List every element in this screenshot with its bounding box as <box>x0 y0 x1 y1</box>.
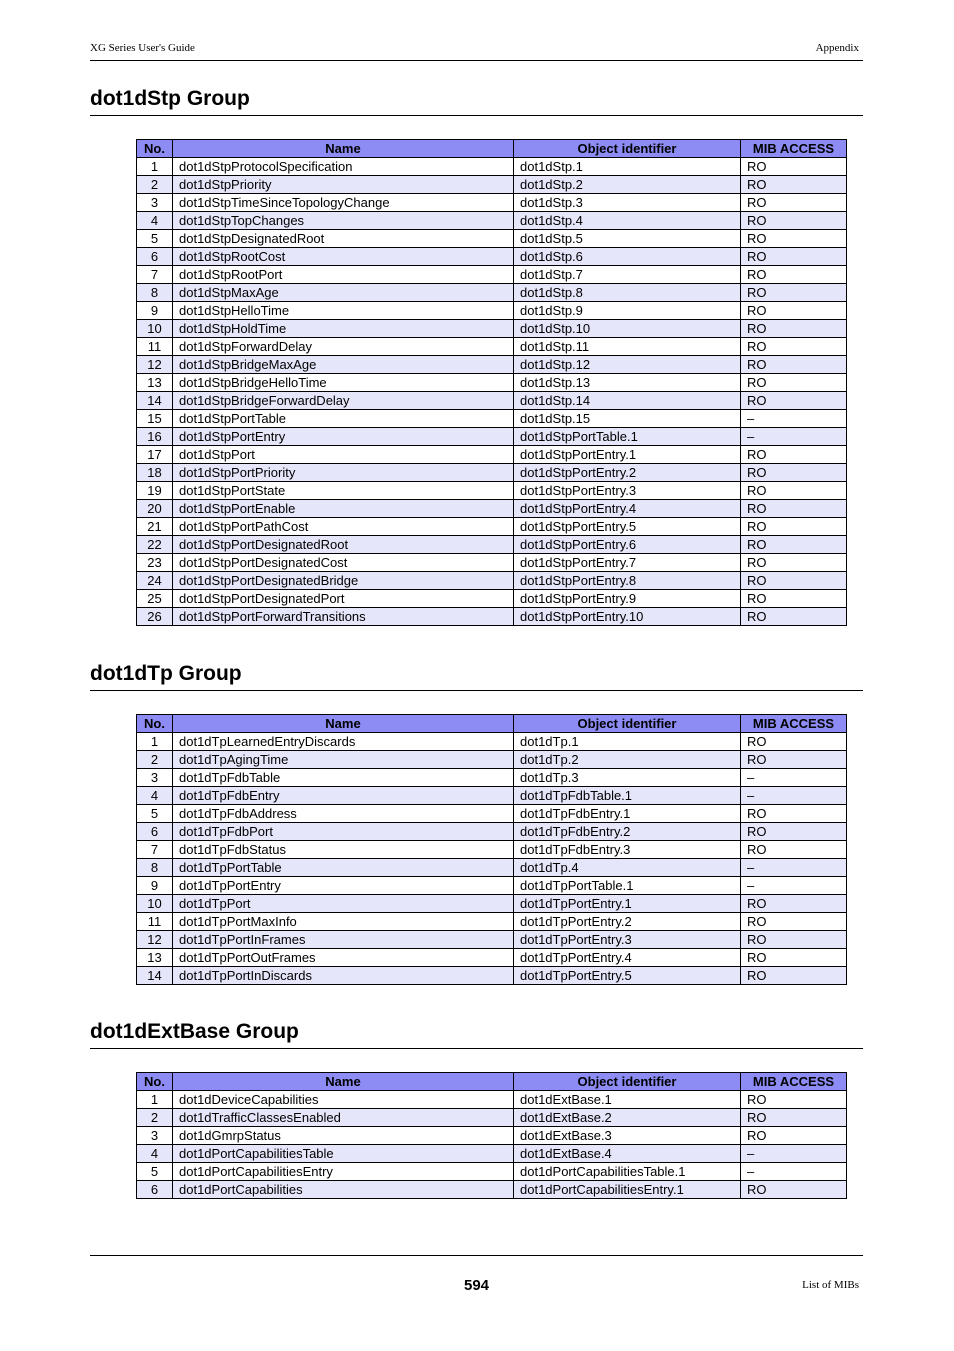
cell-no: 2 <box>137 751 173 769</box>
cell-access: RO <box>741 356 847 374</box>
cell-name: dot1dStpPortPathCost <box>173 518 514 536</box>
table-row <box>137 194 847 212</box>
table-row <box>137 805 847 823</box>
table-row <box>137 284 847 302</box>
cell-name: dot1dTpPortOutFrames <box>173 949 514 967</box>
table-row <box>137 554 847 572</box>
cell-name: dot1dStpPortTable <box>173 410 514 428</box>
cell-name: dot1dStpPortDesignatedPort <box>173 590 514 608</box>
cell-oid: dot1dStp.12 <box>514 356 741 374</box>
cell-access: RO <box>741 212 847 230</box>
cell-access: RO <box>741 284 847 302</box>
cell-access: RO <box>741 338 847 356</box>
cell-no: 5 <box>137 230 173 248</box>
table-row <box>137 608 847 626</box>
section-dot1dextbase <box>90 1019 863 1197</box>
section-heading: dot1dExtBase Group <box>90 1019 863 1049</box>
table-row <box>137 967 847 985</box>
cell-no: 20 <box>137 500 173 518</box>
cell-oid: dot1dStpPortEntry.5 <box>514 518 741 536</box>
table-row <box>137 841 847 859</box>
cell-no: 10 <box>137 895 173 913</box>
cell-no: 11 <box>137 913 173 931</box>
cell-name: dot1dStpMaxAge <box>173 284 514 302</box>
cell-name: dot1dPortCapabilitiesTable <box>173 1145 514 1163</box>
cell-no: 12 <box>137 931 173 949</box>
cell-oid: dot1dTpPortEntry.2 <box>514 913 741 931</box>
cell-name: dot1dTpPortTable <box>173 859 514 877</box>
cell-name: dot1dPortCapabilitiesEntry <box>173 1163 514 1181</box>
cell-access: RO <box>741 266 847 284</box>
table-header-row <box>137 1073 847 1091</box>
cell-no: 15 <box>137 410 173 428</box>
cell-no: 12 <box>137 356 173 374</box>
cell-no: 5 <box>137 805 173 823</box>
cell-oid: dot1dStp.15 <box>514 410 741 428</box>
cell-name: dot1dPortCapabilities <box>173 1181 514 1199</box>
column-header-oid: Object identifier <box>514 1073 741 1091</box>
table-row <box>137 392 847 410</box>
cell-name: dot1dGmrpStatus <box>173 1127 514 1145</box>
cell-name: dot1dTpLearnedEntryDiscards <box>173 733 514 751</box>
cell-no: 22 <box>137 536 173 554</box>
cell-oid: dot1dExtBase.1 <box>514 1091 741 1109</box>
cell-oid: dot1dTpFdbEntry.2 <box>514 823 741 841</box>
cell-oid: dot1dStpPortEntry.2 <box>514 464 741 482</box>
cell-oid: dot1dTpPortEntry.1 <box>514 895 741 913</box>
cell-name: dot1dStpRootPort <box>173 266 514 284</box>
table-row <box>137 733 847 751</box>
table-row <box>137 913 847 931</box>
cell-oid: dot1dStpPortEntry.3 <box>514 482 741 500</box>
cell-no: 1 <box>137 158 173 176</box>
cell-oid: dot1dStp.3 <box>514 194 741 212</box>
cell-name: dot1dStpPriority <box>173 176 514 194</box>
table-row <box>137 446 847 464</box>
column-header-oid: Object identifier <box>514 140 741 158</box>
table-header-row <box>137 715 847 733</box>
table-row <box>137 1109 847 1127</box>
cell-oid: dot1dTp.2 <box>514 751 741 769</box>
cell-no: 5 <box>137 1163 173 1181</box>
cell-no: 7 <box>137 266 173 284</box>
cell-name: dot1dTpPortInDiscards <box>173 967 514 985</box>
cell-name: dot1dTpPortEntry <box>173 877 514 895</box>
column-header-name: Name <box>173 715 514 733</box>
cell-oid: dot1dStp.1 <box>514 158 741 176</box>
table-header-row <box>137 140 847 158</box>
cell-no: 24 <box>137 572 173 590</box>
cell-name: dot1dStpBridgeForwardDelay <box>173 392 514 410</box>
cell-name: dot1dStpHoldTime <box>173 320 514 338</box>
cell-no: 13 <box>137 374 173 392</box>
mib-table <box>136 139 847 626</box>
section-heading: dot1dTp Group <box>90 661 863 691</box>
cell-oid: dot1dStp.11 <box>514 338 741 356</box>
table-row <box>137 895 847 913</box>
column-header-name: Name <box>173 140 514 158</box>
footer-section-title: List of MIBs <box>802 1279 859 1291</box>
cell-name: dot1dTpFdbPort <box>173 823 514 841</box>
table-row <box>137 518 847 536</box>
table-row <box>137 949 847 967</box>
cell-no: 2 <box>137 1109 173 1127</box>
cell-access: RO <box>741 248 847 266</box>
cell-access: RO <box>741 302 847 320</box>
cell-access: RO <box>741 1181 847 1199</box>
cell-no: 3 <box>137 194 173 212</box>
cell-name: dot1dTpFdbStatus <box>173 841 514 859</box>
mib-table <box>136 1072 847 1199</box>
cell-oid: dot1dStp.6 <box>514 248 741 266</box>
cell-access: RO <box>741 500 847 518</box>
cell-oid: dot1dStp.4 <box>514 212 741 230</box>
cell-name: dot1dStpPortEnable <box>173 500 514 518</box>
table-row <box>137 482 847 500</box>
column-header-no: No. <box>137 1073 173 1091</box>
cell-no: 3 <box>137 769 173 787</box>
table-row <box>137 158 847 176</box>
column-header-oid: Object identifier <box>514 715 741 733</box>
cell-access: RO <box>741 572 847 590</box>
cell-oid: dot1dTp.1 <box>514 733 741 751</box>
cell-access: RO <box>741 374 847 392</box>
cell-access: – <box>741 769 847 787</box>
cell-access: RO <box>741 554 847 572</box>
cell-oid: dot1dStp.10 <box>514 320 741 338</box>
cell-access: RO <box>741 158 847 176</box>
cell-no: 21 <box>137 518 173 536</box>
cell-access: RO <box>741 805 847 823</box>
cell-oid: dot1dTpPortEntry.3 <box>514 931 741 949</box>
running-header <box>90 42 863 61</box>
column-header-access: MIB ACCESS <box>741 140 847 158</box>
cell-no: 9 <box>137 877 173 895</box>
cell-name: dot1dStpTimeSinceTopologyChange <box>173 194 514 212</box>
cell-no: 6 <box>137 248 173 266</box>
mib-table <box>136 714 847 985</box>
table-row <box>137 374 847 392</box>
cell-access: – <box>741 1145 847 1163</box>
table-row <box>137 1127 847 1145</box>
cell-name: dot1dTpPort <box>173 895 514 913</box>
cell-no: 10 <box>137 320 173 338</box>
table-row <box>137 410 847 428</box>
cell-access: – <box>741 428 847 446</box>
cell-no: 14 <box>137 967 173 985</box>
cell-name: dot1dStpHelloTime <box>173 302 514 320</box>
cell-access: RO <box>741 320 847 338</box>
cell-name: dot1dTpAgingTime <box>173 751 514 769</box>
cell-name: dot1dStpBridgeHelloTime <box>173 374 514 392</box>
cell-name: dot1dStpPort <box>173 446 514 464</box>
cell-name: dot1dTpFdbTable <box>173 769 514 787</box>
column-header-no: No. <box>137 715 173 733</box>
cell-oid: dot1dStp.8 <box>514 284 741 302</box>
table-row <box>137 877 847 895</box>
cell-access: RO <box>741 590 847 608</box>
cell-name: dot1dStpPortState <box>173 482 514 500</box>
table-row <box>137 176 847 194</box>
cell-oid: dot1dStpPortEntry.9 <box>514 590 741 608</box>
cell-no: 19 <box>137 482 173 500</box>
cell-access: RO <box>741 230 847 248</box>
cell-name: dot1dStpPortForwardTransitions <box>173 608 514 626</box>
cell-oid: dot1dStpPortEntry.7 <box>514 554 741 572</box>
column-header-access: MIB ACCESS <box>741 1073 847 1091</box>
cell-no: 4 <box>137 787 173 805</box>
cell-oid: dot1dStp.9 <box>514 302 741 320</box>
cell-access: RO <box>741 751 847 769</box>
cell-access: – <box>741 877 847 895</box>
cell-access: RO <box>741 949 847 967</box>
cell-oid: dot1dStpPortEntry.6 <box>514 536 741 554</box>
cell-name: dot1dStpPortEntry <box>173 428 514 446</box>
cell-access: RO <box>741 823 847 841</box>
cell-access: RO <box>741 1109 847 1127</box>
cell-no: 3 <box>137 1127 173 1145</box>
cell-no: 2 <box>137 176 173 194</box>
column-header-name: Name <box>173 1073 514 1091</box>
cell-name: dot1dStpBridgeMaxAge <box>173 356 514 374</box>
table-row <box>137 536 847 554</box>
cell-name: dot1dStpProtocolSpecification <box>173 158 514 176</box>
cell-oid: dot1dStpPortEntry.8 <box>514 572 741 590</box>
table-row <box>137 859 847 877</box>
table-row <box>137 931 847 949</box>
cell-name: dot1dStpPortPriority <box>173 464 514 482</box>
cell-oid: dot1dTpFdbEntry.3 <box>514 841 741 859</box>
cell-oid: dot1dPortCapabilitiesEntry.1 <box>514 1181 741 1199</box>
cell-oid: dot1dTpPortEntry.5 <box>514 967 741 985</box>
cell-no: 13 <box>137 949 173 967</box>
table-row <box>137 1181 847 1199</box>
cell-no: 26 <box>137 608 173 626</box>
cell-oid: dot1dTpFdbTable.1 <box>514 787 741 805</box>
table-row <box>137 266 847 284</box>
cell-name: dot1dTrafficClassesEnabled <box>173 1109 514 1127</box>
cell-oid: dot1dStpPortEntry.4 <box>514 500 741 518</box>
cell-no: 4 <box>137 212 173 230</box>
cell-access: RO <box>741 446 847 464</box>
cell-oid: dot1dStpPortTable.1 <box>514 428 741 446</box>
table-row <box>137 248 847 266</box>
cell-access: RO <box>741 464 847 482</box>
cell-name: dot1dStpRootCost <box>173 248 514 266</box>
table-row <box>137 302 847 320</box>
cell-access: RO <box>741 895 847 913</box>
cell-oid: dot1dTpFdbEntry.1 <box>514 805 741 823</box>
cell-name: dot1dTpFdbAddress <box>173 805 514 823</box>
page-number: 594 <box>463 1277 490 1294</box>
cell-access: RO <box>741 176 847 194</box>
cell-no: 8 <box>137 859 173 877</box>
cell-access: RO <box>741 841 847 859</box>
section-dot1dstp <box>90 86 863 624</box>
cell-access: RO <box>741 482 847 500</box>
cell-access: RO <box>741 931 847 949</box>
section-heading: dot1dStp Group <box>90 86 863 116</box>
cell-no: 16 <box>137 428 173 446</box>
cell-oid: dot1dExtBase.4 <box>514 1145 741 1163</box>
cell-no: 25 <box>137 590 173 608</box>
table-row <box>137 428 847 446</box>
table-row <box>137 338 847 356</box>
cell-oid: dot1dPortCapabilitiesTable.1 <box>514 1163 741 1181</box>
cell-no: 18 <box>137 464 173 482</box>
cell-access: RO <box>741 913 847 931</box>
cell-no: 11 <box>137 338 173 356</box>
cell-name: dot1dTpPortInFrames <box>173 931 514 949</box>
table-row <box>137 590 847 608</box>
section-dot1dtp <box>90 661 863 983</box>
cell-access: – <box>741 787 847 805</box>
cell-no: 9 <box>137 302 173 320</box>
table-row <box>137 212 847 230</box>
cell-oid: dot1dTpPortEntry.4 <box>514 949 741 967</box>
cell-access: RO <box>741 536 847 554</box>
table-row <box>137 1163 847 1181</box>
cell-oid: dot1dStpPortEntry.10 <box>514 608 741 626</box>
cell-no: 6 <box>137 1181 173 1199</box>
table-row <box>137 320 847 338</box>
table-row <box>137 823 847 841</box>
cell-oid: dot1dExtBase.3 <box>514 1127 741 1145</box>
column-header-no: No. <box>137 140 173 158</box>
cell-access: RO <box>741 392 847 410</box>
cell-no: 23 <box>137 554 173 572</box>
cell-access: – <box>741 1163 847 1181</box>
cell-name: dot1dDeviceCapabilities <box>173 1091 514 1109</box>
cell-name: dot1dStpPortDesignatedRoot <box>173 536 514 554</box>
cell-name: dot1dStpPortDesignatedBridge <box>173 572 514 590</box>
table-row <box>137 1091 847 1109</box>
cell-name: dot1dTpFdbEntry <box>173 787 514 805</box>
cell-oid: dot1dStp.5 <box>514 230 741 248</box>
cell-access: – <box>741 410 847 428</box>
page-footer <box>90 1255 863 1294</box>
cell-access: RO <box>741 967 847 985</box>
table-row <box>137 1145 847 1163</box>
cell-no: 1 <box>137 1091 173 1109</box>
chapter-title: Appendix <box>815 42 859 54</box>
cell-oid: dot1dStp.14 <box>514 392 741 410</box>
table-row <box>137 356 847 374</box>
cell-oid: dot1dStp.7 <box>514 266 741 284</box>
cell-oid: dot1dStpPortEntry.1 <box>514 446 741 464</box>
cell-no: 1 <box>137 733 173 751</box>
cell-oid: dot1dStp.2 <box>514 176 741 194</box>
cell-oid: dot1dStp.13 <box>514 374 741 392</box>
cell-oid: dot1dTp.4 <box>514 859 741 877</box>
cell-name: dot1dTpPortMaxInfo <box>173 913 514 931</box>
table-row <box>137 572 847 590</box>
cell-oid: dot1dTp.3 <box>514 769 741 787</box>
cell-name: dot1dStpForwardDelay <box>173 338 514 356</box>
cell-access: RO <box>741 608 847 626</box>
cell-name: dot1dStpPortDesignatedCost <box>173 554 514 572</box>
table-row <box>137 751 847 769</box>
cell-access: RO <box>741 194 847 212</box>
cell-access: RO <box>741 518 847 536</box>
cell-access: RO <box>741 1091 847 1109</box>
cell-no: 7 <box>137 841 173 859</box>
table-row <box>137 464 847 482</box>
cell-no: 14 <box>137 392 173 410</box>
table-row <box>137 230 847 248</box>
cell-no: 17 <box>137 446 173 464</box>
cell-name: dot1dStpDesignatedRoot <box>173 230 514 248</box>
table-row <box>137 769 847 787</box>
table-row <box>137 500 847 518</box>
cell-oid: dot1dTpPortTable.1 <box>514 877 741 895</box>
cell-no: 8 <box>137 284 173 302</box>
cell-name: dot1dStpTopChanges <box>173 212 514 230</box>
column-header-access: MIB ACCESS <box>741 715 847 733</box>
cell-no: 6 <box>137 823 173 841</box>
cell-access: RO <box>741 733 847 751</box>
document-title: XG Series User's Guide <box>90 42 195 54</box>
cell-no: 4 <box>137 1145 173 1163</box>
cell-access: – <box>741 859 847 877</box>
cell-oid: dot1dExtBase.2 <box>514 1109 741 1127</box>
cell-access: RO <box>741 1127 847 1145</box>
table-row <box>137 787 847 805</box>
